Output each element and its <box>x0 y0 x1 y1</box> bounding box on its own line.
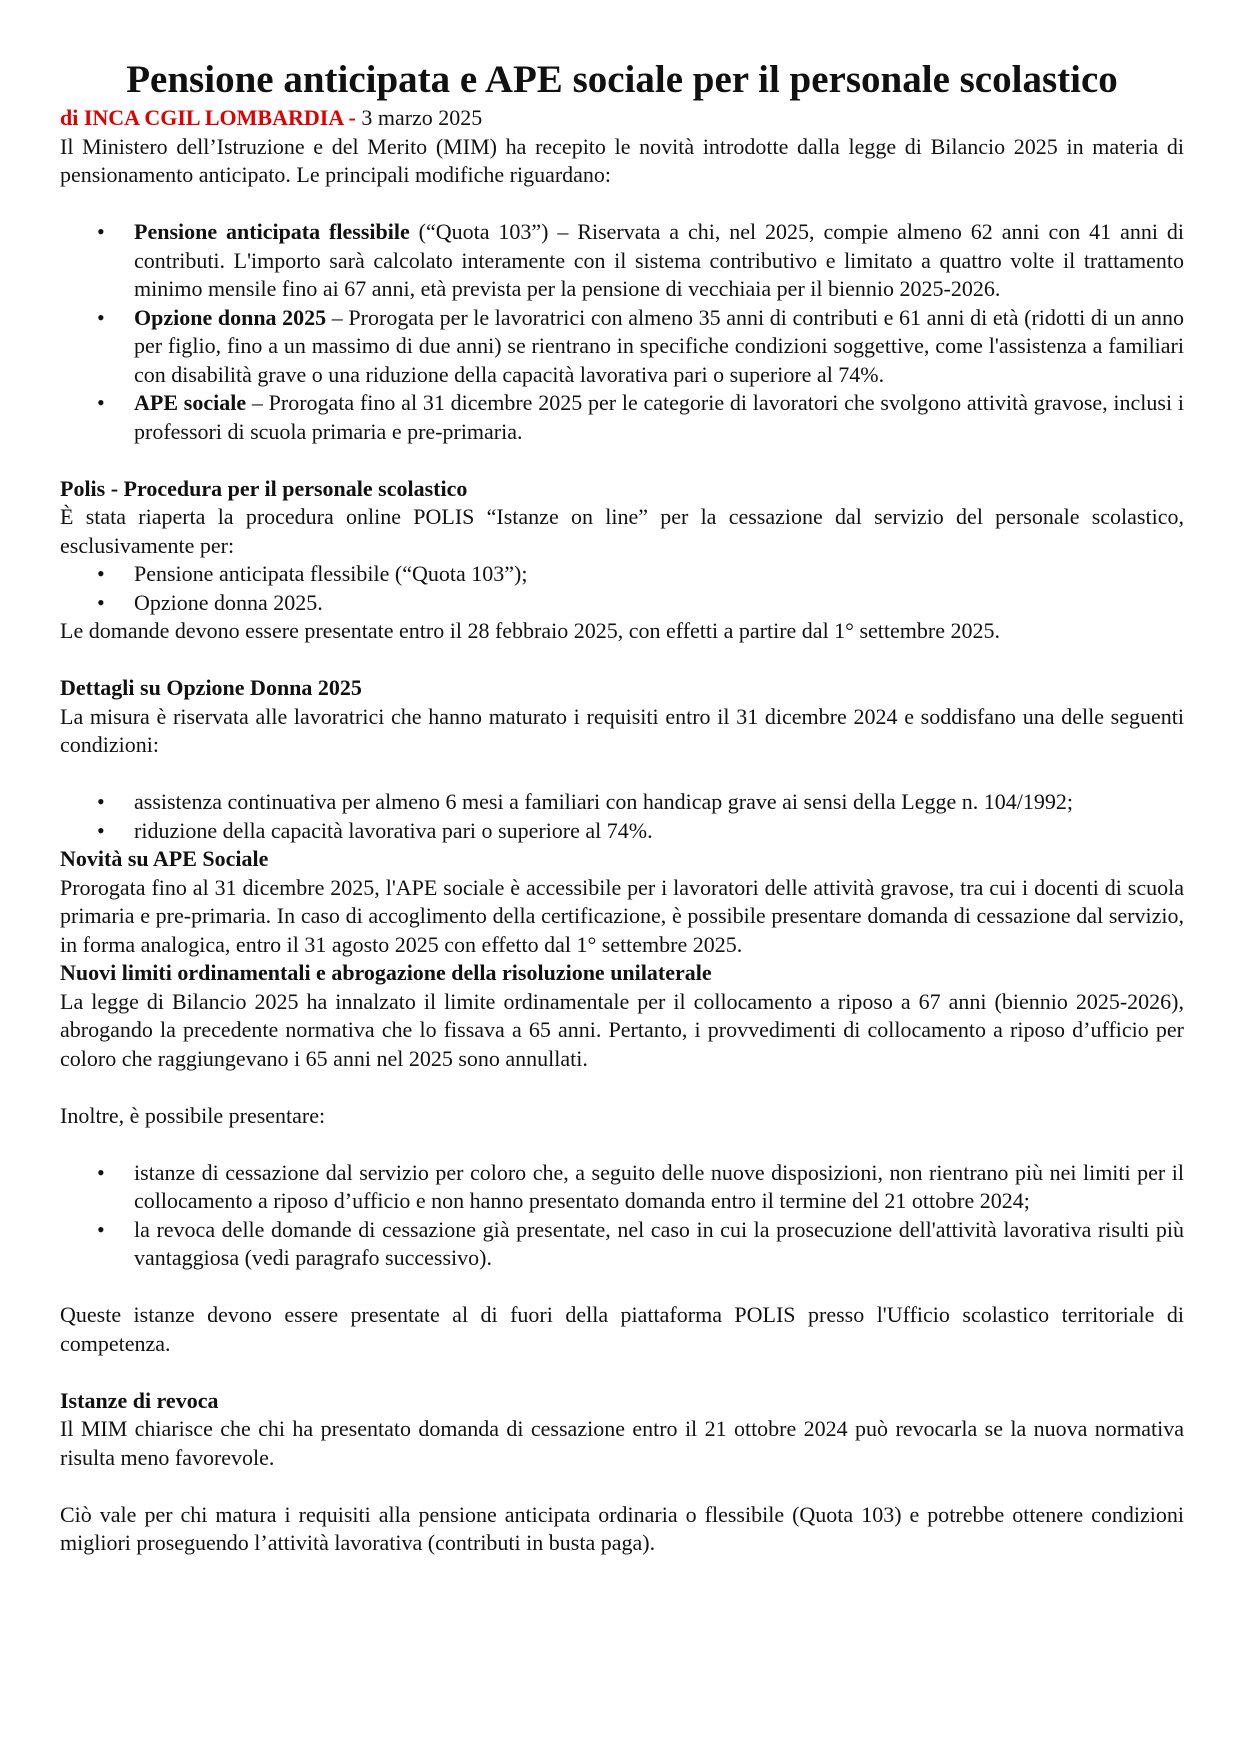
list-item <box>134 218 1184 304</box>
list-item: • la revoca delle domande di cessazione già presentate, nel caso in cui la prosecuzione dell'attività lavorativa risulti più vantaggiosa (vedi paragrafo successivo). <box>134 1216 1184 1273</box>
list-item: • assistenza continuativa per almeno 6 mesi a familiari con handicap grave ai sensi della Legge n. 104/1992; <box>134 788 1184 817</box>
list-item: • Pensione anticipata flessibile (“Quota 103”); <box>134 560 1184 589</box>
byline <box>60 104 1184 133</box>
list-item: • riduzione della capacità lavorativa pari o superiore al 74%. <box>134 817 1184 846</box>
section-heading-polis: Polis - Procedura per il personale scolastico <box>60 475 468 501</box>
byline-author: di INCA CGIL LOMBARDIA - <box>60 105 356 130</box>
polis-list <box>60 560 1184 617</box>
list-item-title: Opzione donna 2025 <box>134 304 327 330</box>
list-item: • istanze di cessazione dal servizio per coloro che, a seguito delle nuove disposizioni, non rientrano più nei limiti per il collocamento a riposo d’ufficio e non hanno presentato domanda entro il termine del 21 ottobre 2024; <box>134 1159 1184 1216</box>
revoca-paragraph-1: Il MIM chiarisce che chi ha presentato domanda di cessazione entro il 21 ottobre 2024 può revocarla se la nuova normativa risulta meno favorevole. <box>60 1416 1184 1470</box>
page-title: Pensione anticipata e APE sociale per il personale scolastico <box>126 58 1118 101</box>
limiti-inoltre: Inoltre, è possibile presentare: <box>60 1102 326 1128</box>
section-heading-opzione: Dettagli su Opzione Donna 2025 <box>60 675 362 700</box>
limiti-paragraph: La legge di Bilancio 2025 ha innalzato il limite ordinamentale per il collocamento a riposo a 67 anni (biennio 2025-2026), abrogando la precedente normativa che lo fissava a 65 anni. Pertanto, i provvedimenti di collocamento a riposo d’ufficio per coloro che raggiungevano i 65 anni nel 2025 sono annullati. <box>60 988 1184 1071</box>
intro-paragraph: Il Ministero dell’Istruzione e del Merito (MIM) ha recepito le novità introdotte dalla legge di Bilancio 2025 in materia di pensionamento anticipato. Le principali modifiche riguardano: <box>60 133 1184 187</box>
list-item-text: (“Quota 103”) – Riservata a chi, nel 2025, compie almeno 62 anni con 41 anni di contributi. L'importo sarà calcolato interamente con il sistema contributivo e limitato a quattro volte il trattamento minimo mensile fino ai 67 anni, età prevista per la pensione di vecchiaia per il biennio 2025-2026. <box>134 219 1184 301</box>
section-heading-revoca: Istanze di revoca <box>60 1387 219 1413</box>
revoca-paragraph-2: Ciò vale per chi matura i requisiti alla pensione anticipata ordinaria o flessibile (Quota 103) e potrebbe ottenere condizioni migliori proseguendo l’attività lavorativa (contributi in busta paga). <box>60 1501 1184 1555</box>
list-item-title: Pensione anticipata flessibile <box>134 219 410 244</box>
list-item-text: – Prorogata per le lavoratrici con almeno 35 anni di contributi e 61 anni di età (ridotti di un anno per figlio, fino a un massimo di due anni) se rientrano in specifiche condizioni soggettive, come l'assistenza a familiari con disabilità grave o una riduzione della capacità lavorativa pari o superiore al 74%. <box>134 304 1184 387</box>
byline-date: 3 marzo 2025 <box>361 105 483 130</box>
polis-paragraph: È stata riaperta la procedura online POLIS “Istanze on line” per la cessazione dal servizio del personale scolastico, esclusivamente per: <box>60 504 1184 558</box>
section-heading-limiti: Nuovi limiti ordinamentali e abrogazione della risoluzione unilaterale <box>60 960 712 985</box>
list-item-text: – Prorogata fino al 31 dicembre 2025 per le categorie di lavoratori che svolgono attività gravose, inclusi i professori di scuola primaria e pre-primaria. <box>134 390 1184 444</box>
polis-deadline: Le domande devono essere presentate entro il 28 febbraio 2025, con effetti a partire dal 1° settembre 2025. <box>60 618 1000 643</box>
list-item: • Opzione donna 2025. <box>134 589 1184 618</box>
opzione-paragraph: La misura è riservata alle lavoratrici che hanno maturato i requisiti entro il 31 dicembre 2024 e soddisfano una delle seguenti condizioni: <box>60 703 1184 757</box>
list-item <box>134 304 1184 390</box>
limiti-list <box>60 1159 1184 1273</box>
ape-paragraph: Prorogata fino al 31 dicembre 2025, l'APE sociale è accessibile per i lavoratori delle attività gravose, tra cui i docenti di scuola primaria e pre-primaria. In caso di accoglimento della certificazione, è possibile presentare domanda di cessazione dal servizio, in forma analogica, entro il 31 agosto 2025 con effetto dal 1° settembre 2025. <box>60 874 1184 957</box>
opzione-list <box>60 788 1184 845</box>
limiti-after: Queste istanze devono essere presentate al di fuori della piattaforma POLIS presso l'Ufficio scolastico territoriale di competenza. <box>60 1302 1184 1356</box>
list-item <box>134 389 1184 446</box>
section-heading-ape: Novità su APE Sociale <box>60 846 269 871</box>
list-item-title: APE sociale <box>134 390 247 415</box>
main-list <box>60 218 1184 446</box>
